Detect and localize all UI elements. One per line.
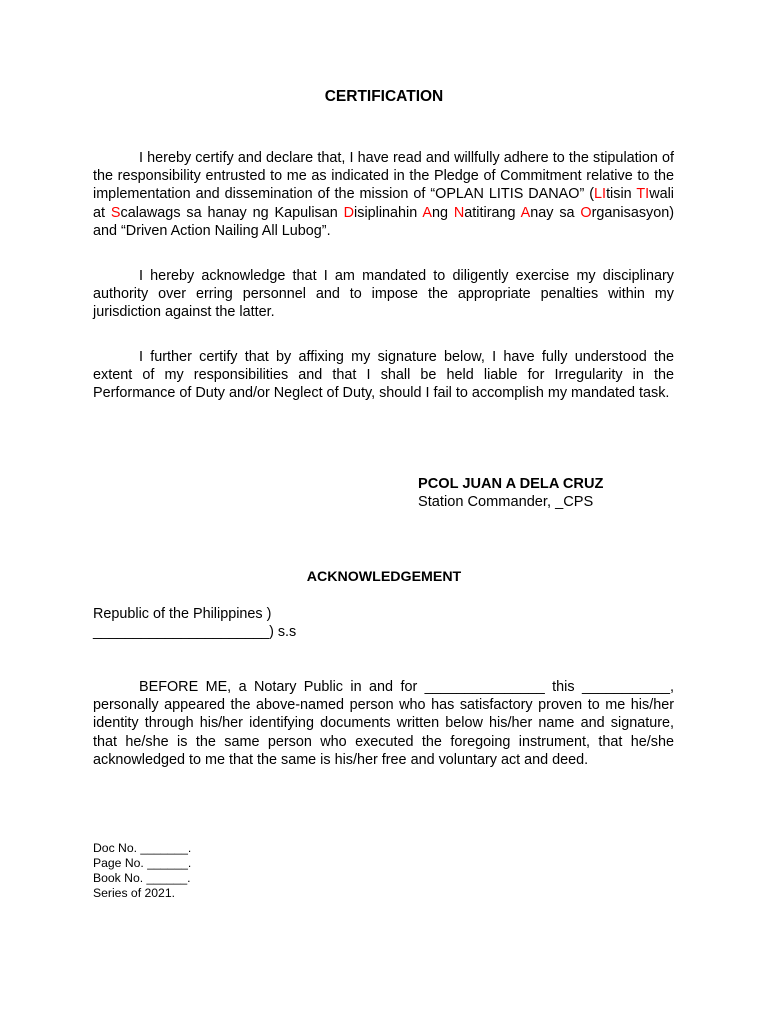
acronym-letter-n: N [453,204,465,221]
acronym-letter-a1: A [422,204,432,221]
p1-text-1: I hereby certify and declare that, I have read and willfully adhere to the stipulation of the responsibility entrusted to me as indicated in the Pledge of Commitment relative to the implementation and dissemination of the mission of “OPLAN LITIS DANAO” ( [93,150,674,203]
acronym-letter-ti: TI [636,186,650,203]
p1-text-4: calawags sa hanay ng Kapulisan [120,204,344,221]
p1-text-8: nay sa [530,204,581,221]
venue-line-city: ______________________) s.s [93,624,297,640]
p1-text-5: isiplinahin [354,204,423,221]
p1-text-3: wali at [93,186,674,221]
book-number: Book No. ______. [93,871,191,885]
venue-line-country: Republic of the Philippines ) [93,606,272,622]
acknowledgement-body: BEFORE ME, a Notary Public in and for _______________ this ___________, personally appeared the above-named person who has satisfactory proven to me his/her identity through his/her identifying documents written below his/her name and signature, that he/she is the same person who executed the foregoing instrument, that he/she acknowledged to me that the same is his/her free and voluntary act and deed. [93,679,674,768]
certification-title: CERTIFICATION [324,88,444,105]
acronym-letter-li: LI [594,186,607,203]
certification-paragraph-3: I further certify that by affixing my signature below, I have fully understood the extent of my responsibilities and that I shall be held liable for Irregularity in the Performance of Duty and/or Neglect of Duty, should I fail to accomplish my mandated task. [93,349,674,402]
signatory-position: Station Commander, _CPS [418,494,594,510]
p1-text-6: ng [431,204,454,221]
p1-text-2: tisin [606,186,637,203]
acronym-letter-d: D [343,204,355,221]
acronym-letter-o: O [580,204,592,221]
series-year: Series of 2021. [93,886,175,900]
signatory-name: PCOL JUAN A DELA CRUZ [418,476,604,492]
p1-text-9: rganisasyon) and “Driven Action Nailing All Lubog”. [93,204,675,239]
p1-text-7: atitirang [464,204,521,221]
acknowledgement-title: ACKNOWLEDGEMENT [306,569,462,585]
acronym-letter-a2: A [520,204,531,221]
certification-paragraph-1 [93,149,674,240]
certification-paragraph-2: I hereby acknowledge that I am mandated to diligently exercise my disciplinary authority over erring personnel and to impose the appropriate penalties within my jurisdiction against the latter. [93,268,674,321]
doc-number: Doc No. _______. [93,841,192,855]
page-number: Page No. ______. [93,856,192,870]
acronym-letter-s: S [110,204,121,221]
